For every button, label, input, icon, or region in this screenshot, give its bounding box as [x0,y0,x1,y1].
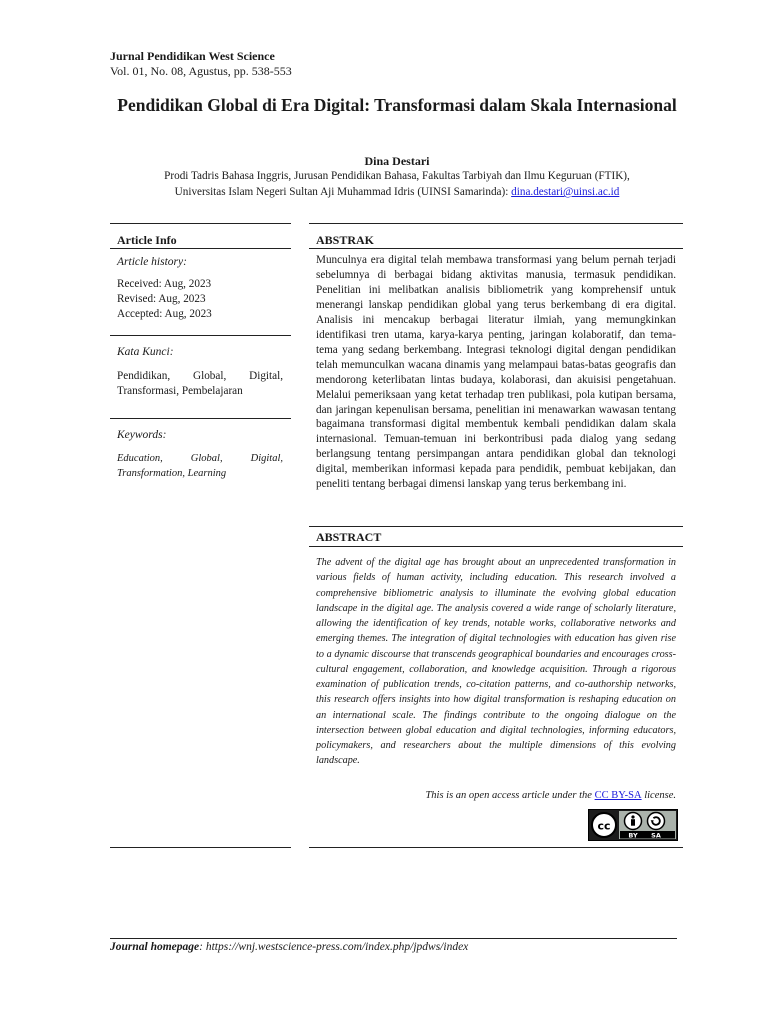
open-access-notice [316,790,676,801]
license-prefix: This is an open access article under the [425,790,595,801]
journal-volume-info: Vol. 01, No. 08, Agustus, pp. 538-553 [110,64,292,78]
accepted-date: Accepted: Aug, 2023 [117,308,212,320]
attribution-icon [625,813,642,830]
cc-icon [592,813,616,837]
badge-sa-label: SA [651,831,661,840]
rule-abstract [309,546,683,547]
rule-kata-kunci [110,418,291,419]
journal-header [110,49,292,79]
journal-homepage-label: Journal homepage [110,941,200,953]
svg-text:cc: cc [597,819,611,833]
rule-abstract-top [309,526,683,527]
author-name: Dina Destari [364,154,430,168]
cc-badge-graphic [589,810,677,840]
affiliation-institution: Universitas Islam Negeri Sultan Aji Muhammad Idris (UINSI Samarinda): [174,186,512,198]
journal-name: Jurnal Pendidikan West Science [110,49,275,63]
kata-kunci-label: Kata Kunci: [117,346,174,358]
rule-footer [110,938,677,939]
rule-article-info [110,248,291,249]
cc-by-sa-link[interactable]: CC BY-SA [594,790,642,801]
article-info-heading: Article Info [117,233,177,247]
badge-by-label: BY [628,831,638,840]
paper-title: Pendidikan Global di Era Digital: Transformasi dalam Skala Internasional [117,95,677,115]
affiliation-line-1: Prodi Tadris Bahasa Inggris, Jurusan Pendidikan Bahasa, Fakultas Tarbiyah dan Ilmu Keguruan (FTIK), [164,170,630,182]
received-date: Received: Aug, 2023 [117,278,212,290]
revised-date: Revised: Aug, 2023 [117,293,206,305]
affiliation-line-2 [110,184,684,200]
rule-right-bottom [309,847,683,848]
abstract-body: The advent of the digital age has brought about an unprecedented transformation in various fields of human activity, including education. This research involved a comprehensive bibliometric analysis to illuminate the evolving global education landscape in the digital age. The analysis covered a wide range of scholarly literature, allowing the identification of key trends, notable works, collaborative networks and emerging themes. The integration of digital technologies with education has given rise to a dynamic discourse that transcends geographical boundaries and encourages cross-cultural engagement, collaboration, and knowledge acquisition. Through a rigorous examination of publication trends, co-citation patterns, and co-authorship networks, this research offers insights into how digital transformation is reshaping education on an international scale. The findings contribute to the ongoing dialogue on the intersection between global education and digital technologies, informing educators, policymakers, and researchers about the multiple dimensions of this evolving landscape. [316,557,676,767]
rule-right-top [309,223,683,224]
kata-kunci-list: Pendidikan, Global, Digital, Transformasi, Pembelajaran [117,370,283,397]
author-email-link[interactable]: dina.destari@uinsi.ac.id [511,186,620,198]
rule-left-top [110,223,291,224]
abstract-heading: ABSTRACT [316,530,382,544]
share-alike-icon [648,813,665,830]
journal-homepage [110,941,468,953]
author-affiliation [110,168,684,200]
cc-by-sa-badge[interactable] [588,809,678,841]
rule-left-bottom [110,847,291,848]
article-history-label: Article history: [117,256,187,268]
license-suffix: license. [641,790,676,801]
abstrak-body: Munculnya era digital telah membawa transformasi yang belum pernah terjadi sebelumnya di berbagai bidang aktivitas manusia, termasuk pendidikan. Penelitian ini melibatkan analisis bibliometrik yang komprehensif untuk menerangi lanskap pendidikan global yang terus berkembang di era digital. Analisis ini mencakup berbagai literatur ilmiah, yang memungkinkan identifikasi tren utama, karya-karya penting, jaringan kolaboratif, dan tema-tema yang sedang berkembang. Integrasi teknologi digital dengan pendidikan telah memunculkan wacana dinamis yang melampaui batas-batas geografis dan mendorong keterlibatan lintas budaya, kolaborasi, dan akuisisi pengetahuan. Melalui pemeriksaan yang ketat terhadap tren publikasi, pola kutipan bersama, dan jaringan kepenulisan bersama, penelitian ini menawarkan wawasan tentang bagaimana transformasi digital membentuk kembali pendidikan dalam skala internasional. Temuan-temuan ini berkontribusi pada dialog yang sedang berlangsung tentang persimpangan antara pendidikan global dan teknologi digital, memberikan informasi kepada para pendidik, pembuat kebijakan, dan peneliti tentang berbagai dimensi lanskap yang terus berkembang ini. [316,254,676,491]
rule-abstrak [309,248,683,249]
rule-history [110,335,291,336]
journal-homepage-url[interactable]: : https://wnj.westscience-press.com/index.php/jpdws/index [199,941,469,953]
keywords-label: Keywords: [117,429,167,441]
keywords-list: Education, Global, Digital, Transformation, Learning [117,453,283,479]
abstrak-heading: ABSTRAK [316,233,375,247]
